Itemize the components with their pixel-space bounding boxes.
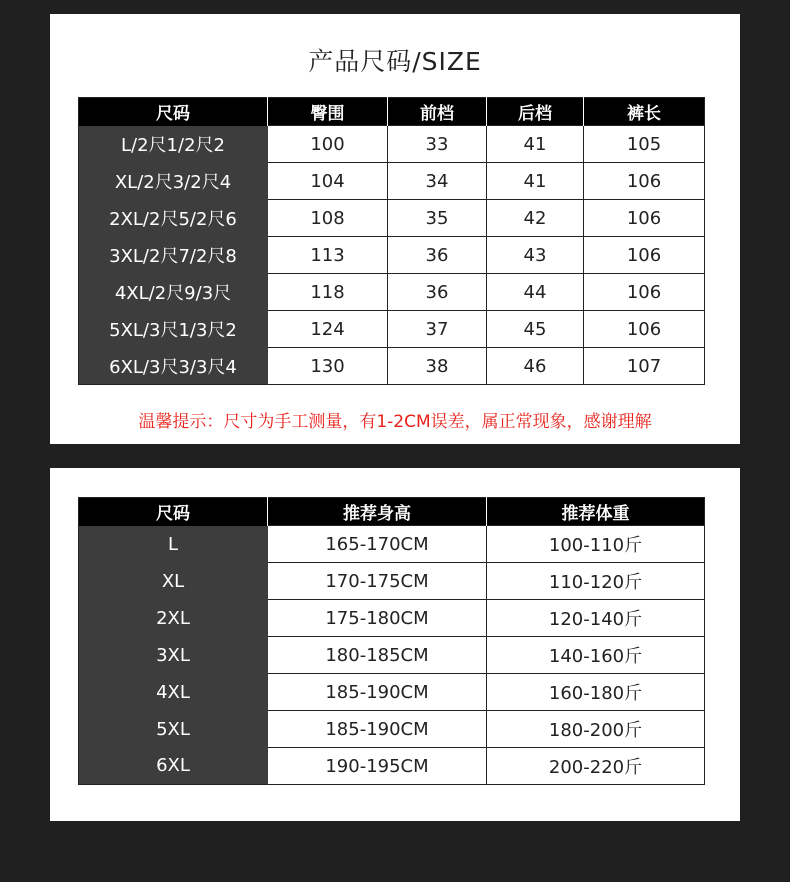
back-rise-value: 45 bbox=[487, 311, 584, 348]
table-row bbox=[79, 200, 705, 237]
size-chart-title: 产品尺码/SIZE bbox=[308, 47, 482, 76]
table-header-row bbox=[79, 98, 705, 126]
header-back-rise: 后档 bbox=[487, 98, 584, 126]
size-label: 4XL/2尺9/3尺 bbox=[79, 274, 268, 311]
header-recommended-height: 推荐身高 bbox=[268, 498, 487, 526]
table-row bbox=[79, 237, 705, 274]
length-value: 107 bbox=[584, 348, 705, 385]
size-label: 5XL/3尺1/3尺2 bbox=[79, 311, 268, 348]
hip-value: 124 bbox=[268, 311, 388, 348]
size-label: 5XL bbox=[79, 711, 268, 748]
table-row bbox=[79, 711, 705, 748]
weight-value: 200-220斤 bbox=[487, 748, 705, 785]
back-rise-value: 44 bbox=[487, 274, 584, 311]
length-value: 106 bbox=[584, 237, 705, 274]
size-label: XL bbox=[79, 563, 268, 600]
front-rise-value: 38 bbox=[388, 348, 487, 385]
header-pants-length: 裤长 bbox=[584, 98, 705, 126]
height-value: 185-190CM bbox=[268, 711, 487, 748]
length-value: 106 bbox=[584, 274, 705, 311]
back-rise-value: 42 bbox=[487, 200, 584, 237]
size-measurement-table bbox=[78, 97, 705, 385]
front-rise-value: 36 bbox=[388, 237, 487, 274]
size-label: XL/2尺3/2尺4 bbox=[79, 163, 268, 200]
weight-value: 100-110斤 bbox=[487, 526, 705, 563]
back-rise-value: 41 bbox=[487, 126, 584, 163]
table-row bbox=[79, 526, 705, 563]
table-row bbox=[79, 637, 705, 674]
size-label: 2XL/2尺5/2尺6 bbox=[79, 200, 268, 237]
front-rise-value: 35 bbox=[388, 200, 487, 237]
weight-value: 160-180斤 bbox=[487, 674, 705, 711]
table-row bbox=[79, 126, 705, 163]
hip-value: 108 bbox=[268, 200, 388, 237]
front-rise-value: 34 bbox=[388, 163, 487, 200]
header-recommended-weight: 推荐体重 bbox=[487, 498, 705, 526]
height-value: 165-170CM bbox=[268, 526, 487, 563]
table-row bbox=[79, 348, 705, 385]
header-hip: 臀围 bbox=[268, 98, 388, 126]
length-value: 106 bbox=[584, 200, 705, 237]
length-value: 106 bbox=[584, 311, 705, 348]
hip-value: 100 bbox=[268, 126, 388, 163]
size-label: L bbox=[79, 526, 268, 563]
height-value: 175-180CM bbox=[268, 600, 487, 637]
table-row bbox=[79, 563, 705, 600]
table-row bbox=[79, 674, 705, 711]
hip-value: 130 bbox=[268, 348, 388, 385]
hip-value: 118 bbox=[268, 274, 388, 311]
back-rise-value: 43 bbox=[487, 237, 584, 274]
recommendation-card bbox=[50, 468, 740, 821]
weight-value: 120-140斤 bbox=[487, 600, 705, 637]
header-front-rise: 前档 bbox=[388, 98, 487, 126]
back-rise-value: 46 bbox=[487, 348, 584, 385]
table-row bbox=[79, 748, 705, 785]
size-chart-card bbox=[50, 14, 740, 444]
table-row bbox=[79, 600, 705, 637]
length-value: 105 bbox=[584, 126, 705, 163]
front-rise-value: 33 bbox=[388, 126, 487, 163]
table-row bbox=[79, 311, 705, 348]
measurement-tip: 温馨提示：尺寸为手工测量，有1-2CM误差，属正常现象，感谢理解 bbox=[138, 412, 652, 432]
height-value: 190-195CM bbox=[268, 748, 487, 785]
size-label: 3XL bbox=[79, 637, 268, 674]
size-recommendation-table bbox=[78, 497, 705, 785]
size-label: 6XL/3尺3/3尺4 bbox=[79, 348, 268, 385]
weight-value: 110-120斤 bbox=[487, 563, 705, 600]
size-label: 2XL bbox=[79, 600, 268, 637]
size-label: L/2尺1/2尺2 bbox=[79, 126, 268, 163]
table-header-row bbox=[79, 498, 705, 526]
weight-value: 180-200斤 bbox=[487, 711, 705, 748]
length-value: 106 bbox=[584, 163, 705, 200]
front-rise-value: 36 bbox=[388, 274, 487, 311]
table-row bbox=[79, 274, 705, 311]
weight-value: 140-160斤 bbox=[487, 637, 705, 674]
size-label: 4XL bbox=[79, 674, 268, 711]
hip-value: 104 bbox=[268, 163, 388, 200]
size-label: 3XL/2尺7/2尺8 bbox=[79, 237, 268, 274]
hip-value: 113 bbox=[268, 237, 388, 274]
front-rise-value: 37 bbox=[388, 311, 487, 348]
height-value: 170-175CM bbox=[268, 563, 487, 600]
size-label: 6XL bbox=[79, 748, 268, 785]
table-row bbox=[79, 163, 705, 200]
header-size: 尺码 bbox=[79, 98, 268, 126]
header-size: 尺码 bbox=[79, 498, 268, 526]
back-rise-value: 41 bbox=[487, 163, 584, 200]
height-value: 185-190CM bbox=[268, 674, 487, 711]
height-value: 180-185CM bbox=[268, 637, 487, 674]
